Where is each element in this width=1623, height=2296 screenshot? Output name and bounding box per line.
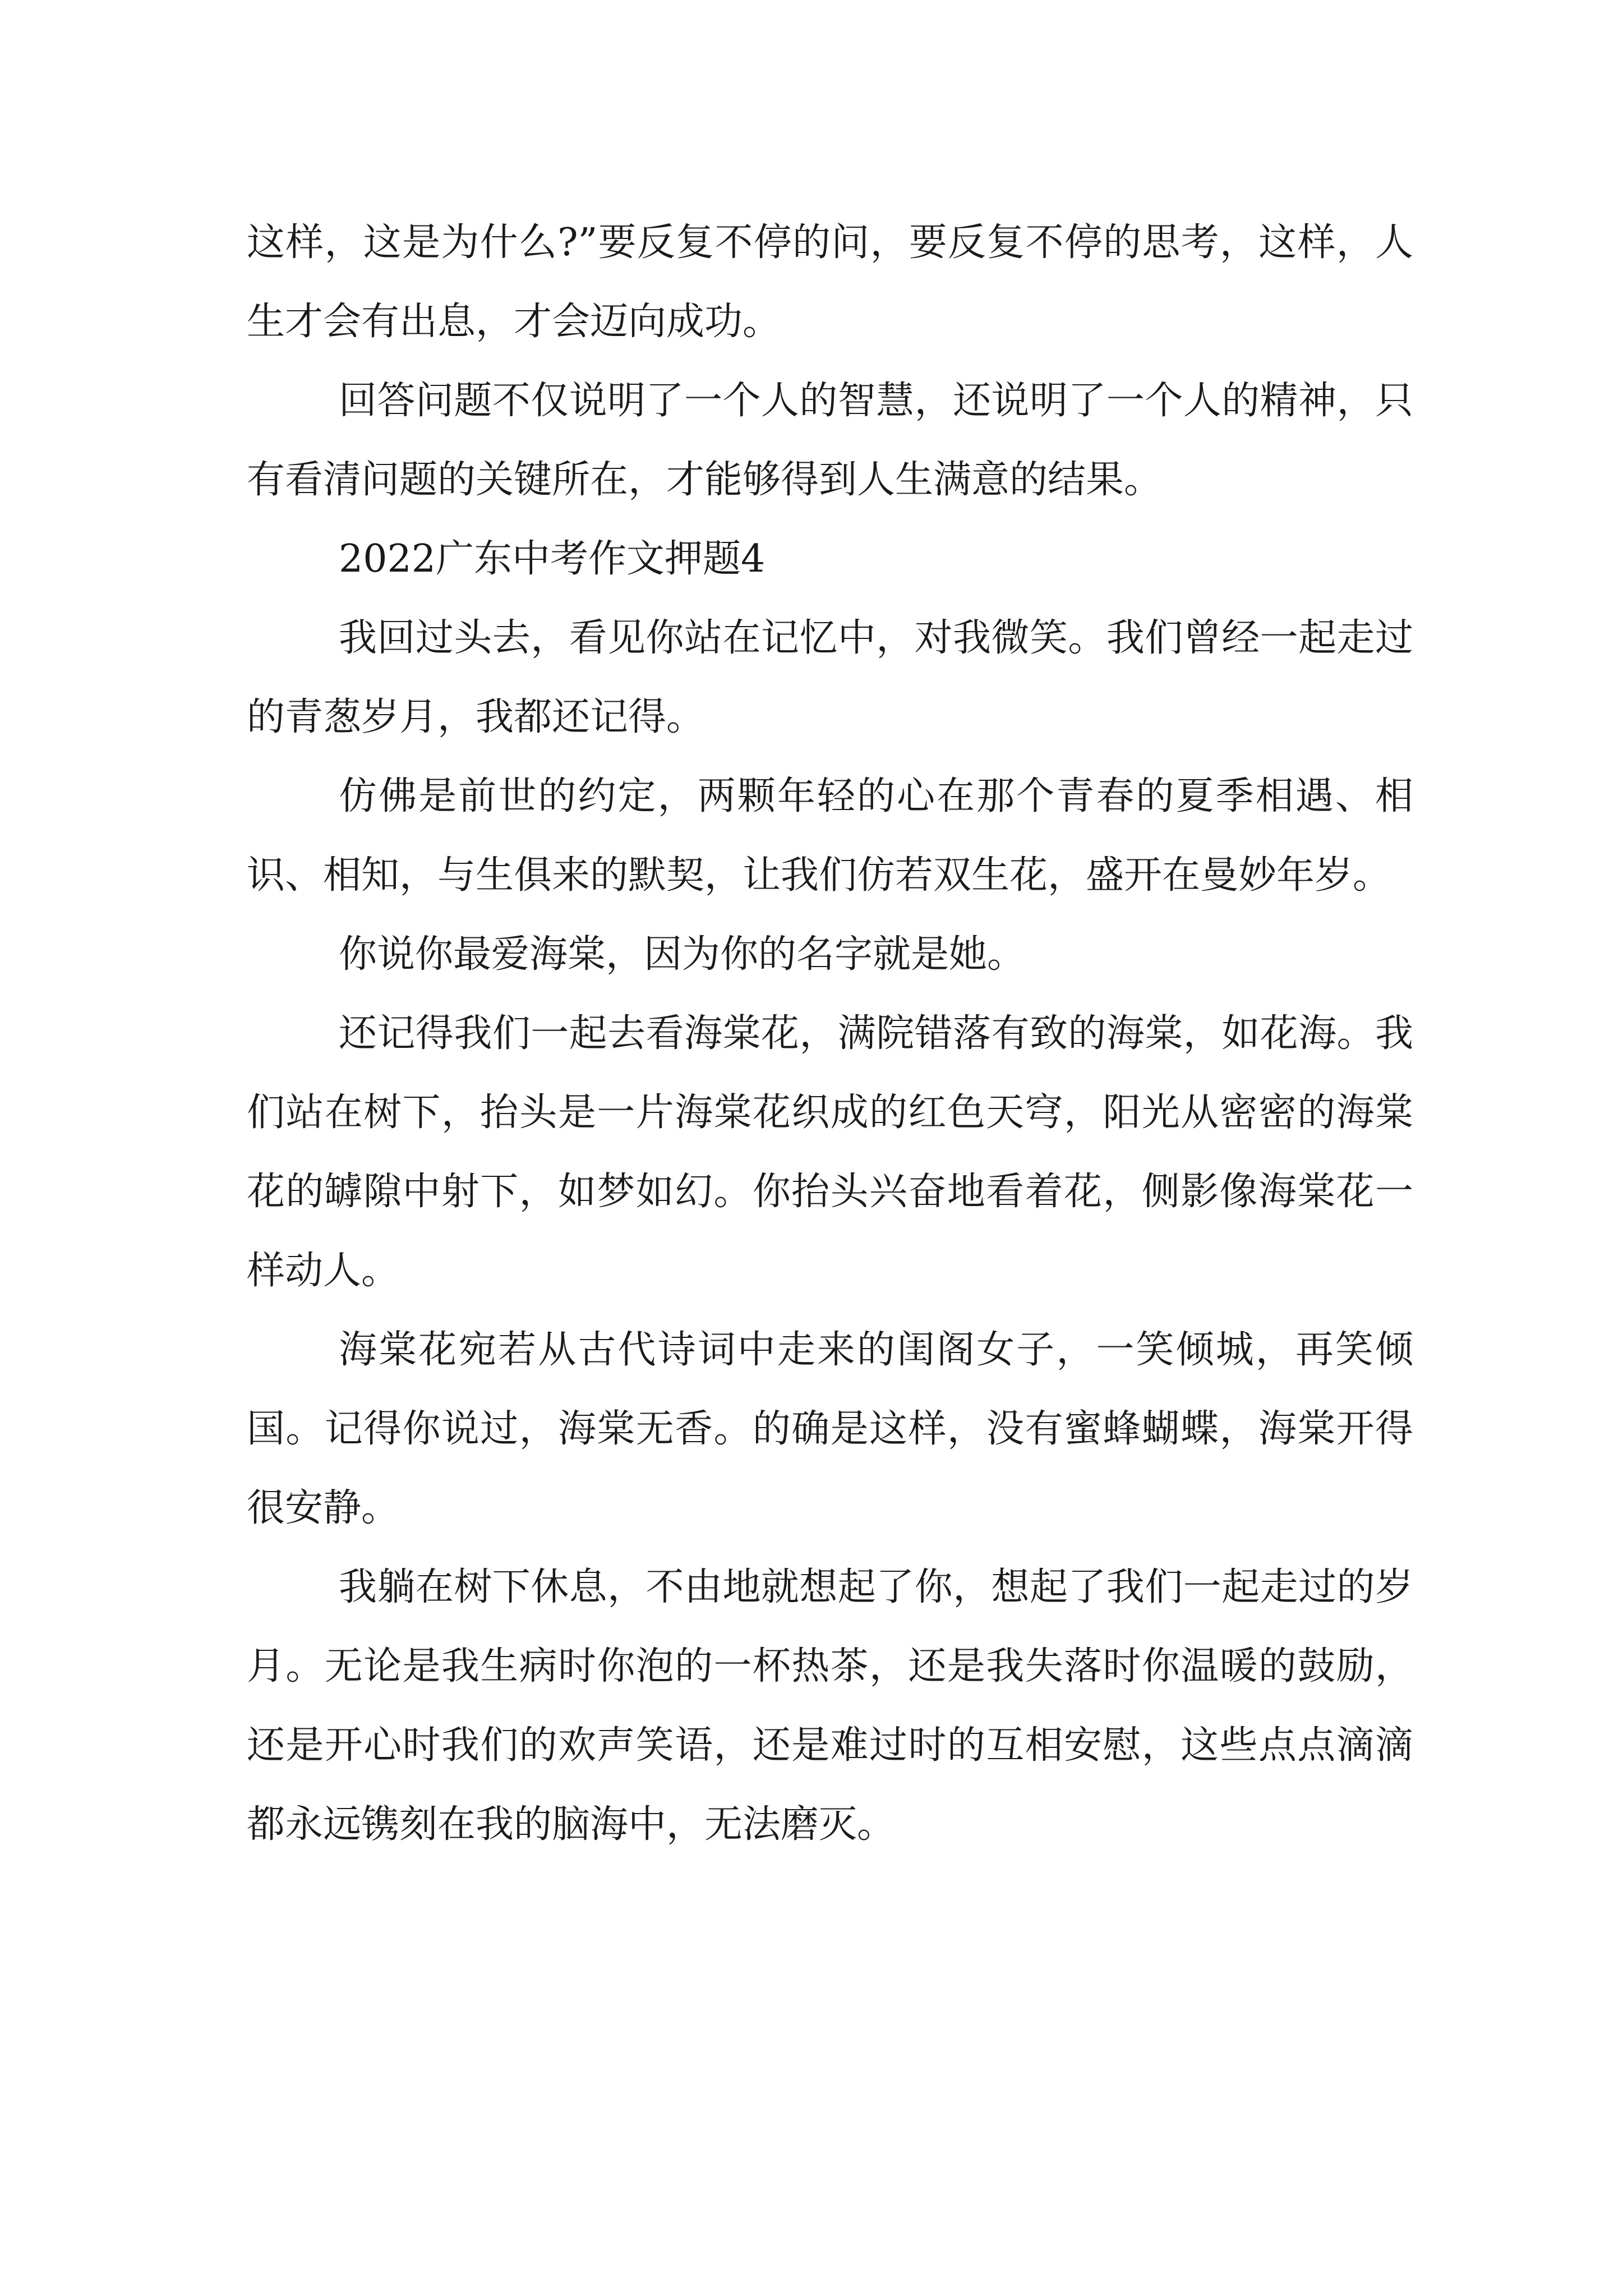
paragraph-7: 海棠花宛若从古代诗词中走来的闺阁女子，一笑倾城，再笑倾国。记得你说过，海棠无香。的确是这样，没有蜜蜂蝴蝶，海棠开得很安静。 <box>247 1328 1413 1530</box>
paragraph-2: 回答问题不仅说明了一个人的智慧，还说明了一个人的精神，只有看清问题的关键所在，才能够得到人生满意的结果。 <box>247 379 1413 502</box>
section-heading: 2022广东中考作文押题4 <box>339 537 766 581</box>
paragraph-6: 还记得我们一起去看海棠花，满院错落有致的海棠，如花海。我们站在树下，抬头是一片海棠花织成的红色天穹，阳光从密密的海棠花的罅隙中射下，如梦如幻。你抬头兴奋地看着花，侧影像海棠花一样动人。 <box>247 1011 1413 1293</box>
paragraph-5: 你说你最爱海棠，因为你的名字就是她。 <box>339 932 1026 977</box>
paragraph-4: 仿佛是前世的约定，两颗年轻的心在那个青春的夏季相遇、相识、相知，与生俱来的默契，让我们仿若双生花，盛开在曼妙年岁。 <box>247 774 1413 898</box>
paragraph-8: 我躺在树下休息，不由地就想起了你，想起了我们一起走过的岁月。无论是我生病时你泡的一杯热茶，还是我失落时你温暖的鼓励，还是开心时我们的欢声笑语，还是难过时的互相安慰，这些点点滴滴都永远镌刻在我的脑海中，无法磨灭。 <box>247 1565 1413 1847</box>
document-body <box>247 203 1413 1864</box>
paragraph-1: 这样，这是为什么?”要反复不停的问，要反复不停的思考，这样，人生才会有出息，才会迈向成功。 <box>247 220 1413 344</box>
paragraph-3: 我回过头去，看见你站在记忆中，对我微笑。我们曾经一起走过的青葱岁月，我都还记得。 <box>247 616 1413 739</box>
